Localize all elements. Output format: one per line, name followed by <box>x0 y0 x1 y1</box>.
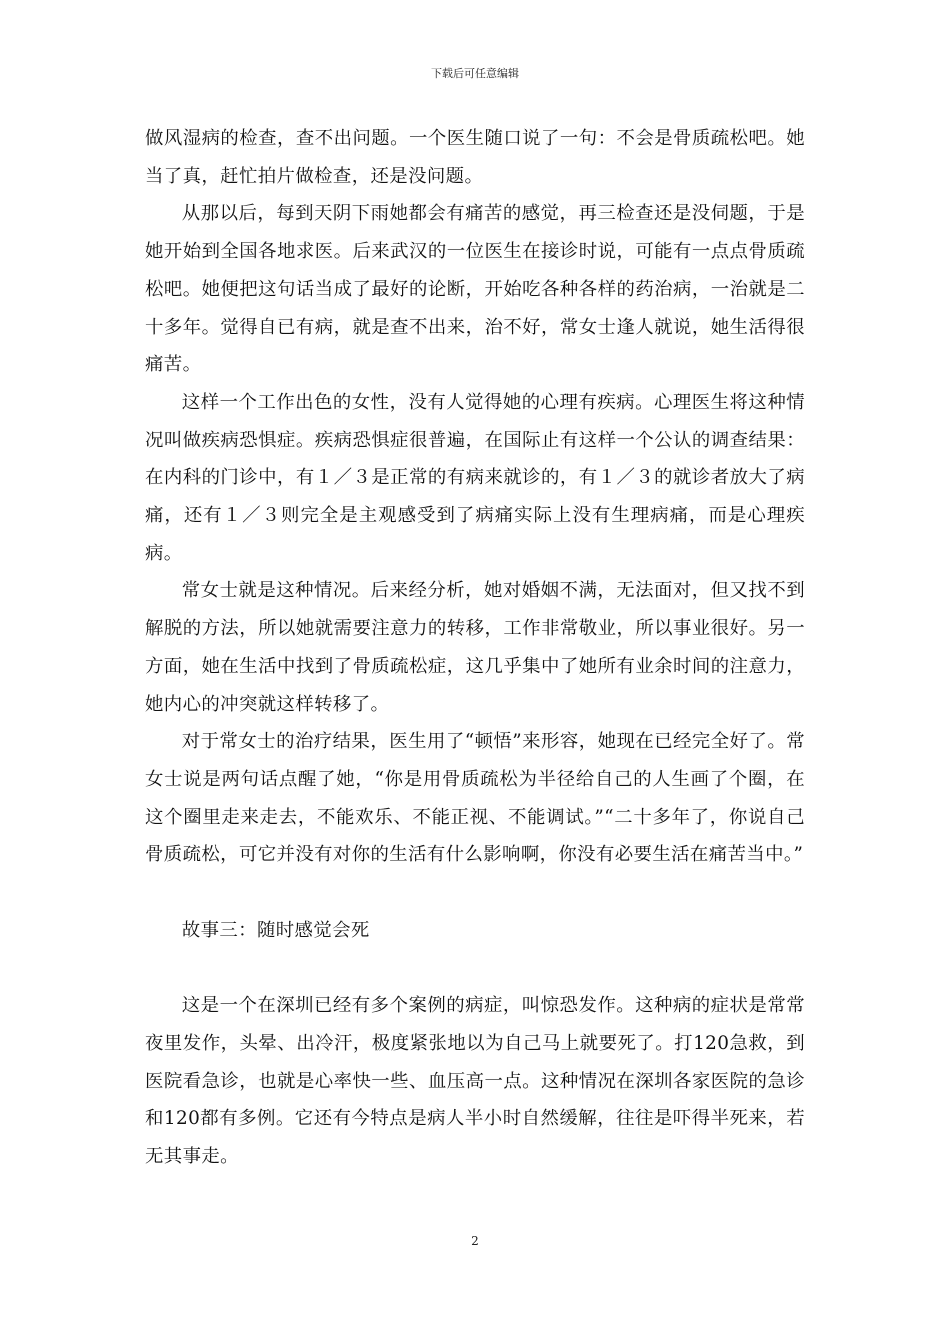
paragraph: 从那以后，每到天阴下雨她都会有痛苦的感觉，再三检查还是没伺题，于是她开始到全国各地求医。后来武汉的一位医生在接诊时说，可能有一点点骨质疏松吧。她便把这句话当成了最好的论断，开始吃各种各样的药治病，一治就是二十多年。觉得自已有病，就是查不出来，治不好，常女士逢人就说，她生活得很痛苦。 <box>145 203 805 376</box>
page-number: 2 <box>471 1234 479 1248</box>
blank-line <box>145 874 805 912</box>
section-title: 故事三：随时感觉会死 <box>181 919 370 941</box>
blank-line <box>145 949 805 987</box>
paragraph: 这样一个工作出色的女性，没有人觉得她的心理有疾病。心理医生将这种情况叫做疾病恐惧症。疾病恐惧症很普遍，在国际止有这样一个公认的调查结果：在内科的门诊中，有１／３是正常的有病来就诊的，有１／３的就诊者放大了病痛，还有１／３则完全是主观感受到了病痛实际上没有生理病痛，而是心理疾病。 <box>145 391 805 564</box>
paragraph: 对于常女士的治疗结果，医生用了“顿悟”来形容，她现在已经完全好了。常女士说是两句话点醒了她，“你是用骨质疏松为半径给自己的人生画了个圈，在这个圈里走来走去，不能欢乐、不能正视、不能调试。”“二十多年了，你说自己骨质疏松，可它并没有对你的生活有什么影响啊，你没有必要生活在痛苦当中。” <box>145 731 805 866</box>
paragraph: 做风湿病的检查，查不出问题。一个医生随口说了一句：不会是骨质疏松吧。她当了真，赶忙拍片做检查，还是没问题。 <box>145 128 805 187</box>
paragraph: 这是一个在深圳已经有多个案例的病症，叫惊恐发作。这种病的症状是常常夜里发作，头晕、出冷汗，极度紧张地以为自己马上就要死了。打120急救，到医院看急诊，也就是心率快一些、血压高一点。这种情况在深圳各家医院的急诊和120都有多例。它还有今特点是病人半小时自然缓解，往往是吓得半死来，若无其事走。 <box>145 995 805 1167</box>
page-header: 下载后可任意编辑 <box>431 67 519 80</box>
paragraph: 常女士就是这种情况。后来经分析，她对婚姻不满，无法面对，但又找不到解脱的方法，所以她就需要注意力的转移，工作非常敬业，所以事业很好。另一方面，她在生活中找到了骨质疏松症，这几乎集中了她所有业余时间的注意力，她内心的冲突就这样转移了。 <box>145 580 805 715</box>
document-body <box>145 120 805 1176</box>
